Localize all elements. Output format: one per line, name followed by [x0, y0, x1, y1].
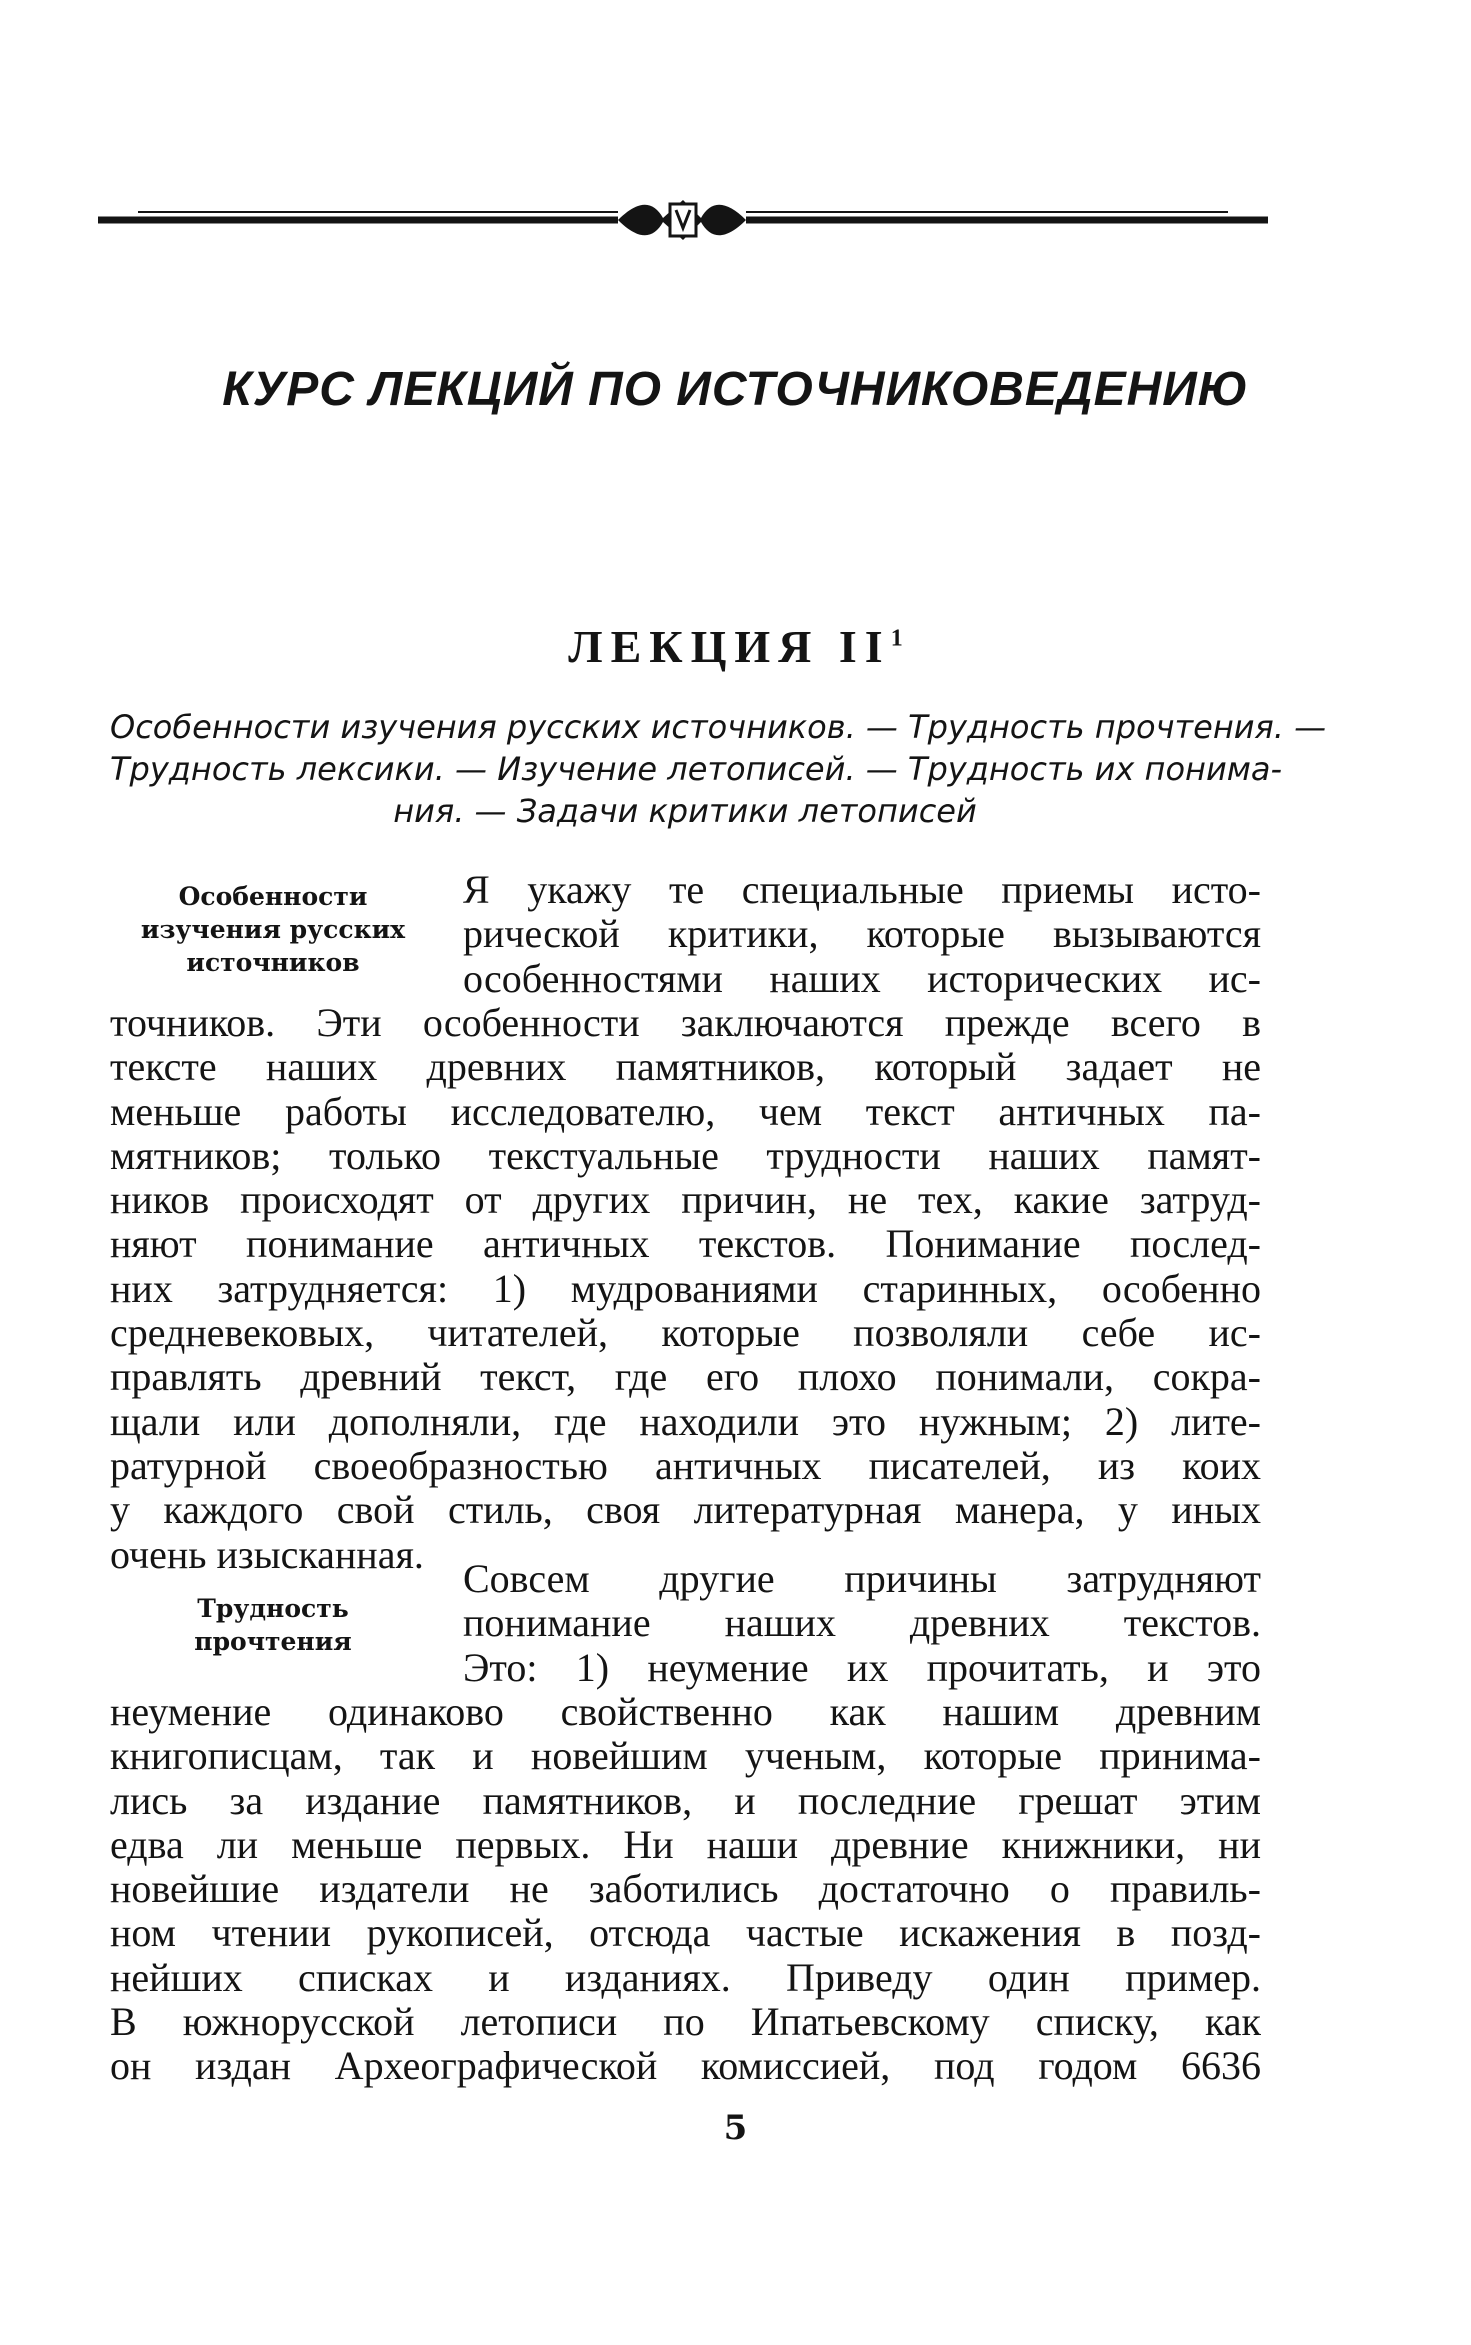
summary-line: Трудность лексики. — Изучение летописей. — Трудность их понима- [110, 750, 1283, 788]
text-line: нейших списках и изданиях. Приведу один пример. [110, 1954, 1261, 2000]
paragraph-2-side [463, 1557, 1261, 1690]
text-line: у каждого свой стиль, своя литературная манера, у иных [110, 1487, 1261, 1533]
text-line: рической критики, которые вызываются [463, 911, 1261, 957]
text-line: новейшие издатели не заботились достаточно о правиль- [110, 1866, 1261, 1912]
text-line: лись за издание памятников, и последние грешат этим [110, 1777, 1261, 1823]
text-line: он издан Археографической комиссией, под годом 6636 [110, 2043, 1261, 2089]
text-line: средневековых, читателей, которые позволяли себе ис- [110, 1310, 1261, 1356]
text-line: Это: 1) неумение их прочитать, и это [463, 1644, 1261, 1690]
text-line: В южнорусской летописи по Ипатьевскому списку, как [110, 1999, 1261, 2045]
text-line: особенностями наших исторических ис- [463, 955, 1261, 1001]
text-line: книгописцам, так и новейшим ученым, которые принима- [110, 1733, 1261, 1779]
text-line: точников. Эти особенности заключаются прежде всего в [110, 1000, 1261, 1045]
text-line: очень изысканная. [110, 1531, 424, 1577]
text-line: Я укажу те специальные приемы исто- [463, 867, 1261, 912]
lecture-title [0, 620, 1471, 673]
text-line: няют понимание античных текстов. Понимание послед- [110, 1221, 1261, 1267]
side-heading-line: прочтения [194, 1627, 352, 1656]
text-line: Совсем другие причины затрудняют [463, 1556, 1261, 1601]
text-line: правлять древний текст, где его плохо понимали, сокра- [110, 1354, 1261, 1400]
paragraph-1-side [463, 868, 1261, 1001]
text-line: ратурной своеобразностью античных писателей, из коих [110, 1442, 1261, 1488]
side-heading-line: изучения русских [140, 915, 406, 944]
text-line: ном чтении рукописей, отсюда частые искажения в позд- [110, 1910, 1261, 1956]
footnote-mark: 1 [890, 625, 903, 652]
side-heading-line: Особенности [178, 882, 368, 911]
lecture-summary [110, 706, 1327, 832]
text-line: тексте наших древних памятников, который задает не [110, 1044, 1261, 1090]
header-ornament [98, 190, 1268, 250]
text-line: мятников; только текстуальные трудности наших памят- [110, 1132, 1261, 1178]
text-line: понимание наших древних текстов. [463, 1600, 1261, 1646]
summary-line: Особенности изучения русских источников. — Трудность прочтения. — [110, 708, 1327, 746]
side-heading-reading [108, 1592, 438, 1658]
text-line: щали или дополняли, где находили это нужным; 2) лите- [110, 1398, 1261, 1444]
paragraph-1 [110, 1001, 1261, 1577]
text-line: них затрудняется: 1) мудрованиями старинных, особенно [110, 1265, 1261, 1311]
side-heading-line: Трудность [197, 1594, 349, 1623]
text-line: неумение одинаково свойственно как нашим древним [110, 1689, 1261, 1734]
text-line: едва ли меньше первых. Ни наши древние книжники, ни [110, 1821, 1261, 1867]
lecture-title-text: ЛЕКЦИЯ II [568, 621, 891, 672]
course-title: КУРС ЛЕКЦИЙ ПО ИСТОЧНИКОВЕДЕНИЮ [222, 363, 1249, 416]
page-number: 5 [723, 2108, 748, 2148]
text-line: ников происходят от других причин, не тех, какие затруд- [110, 1177, 1261, 1223]
side-heading-line: источников [186, 948, 360, 977]
paragraph-2 [110, 1690, 1261, 2089]
text-line: меньше работы исследователю, чем текст античных па- [110, 1088, 1261, 1134]
side-heading-features [108, 880, 438, 979]
summary-line: ния. — Задачи критики летописей [393, 792, 977, 830]
